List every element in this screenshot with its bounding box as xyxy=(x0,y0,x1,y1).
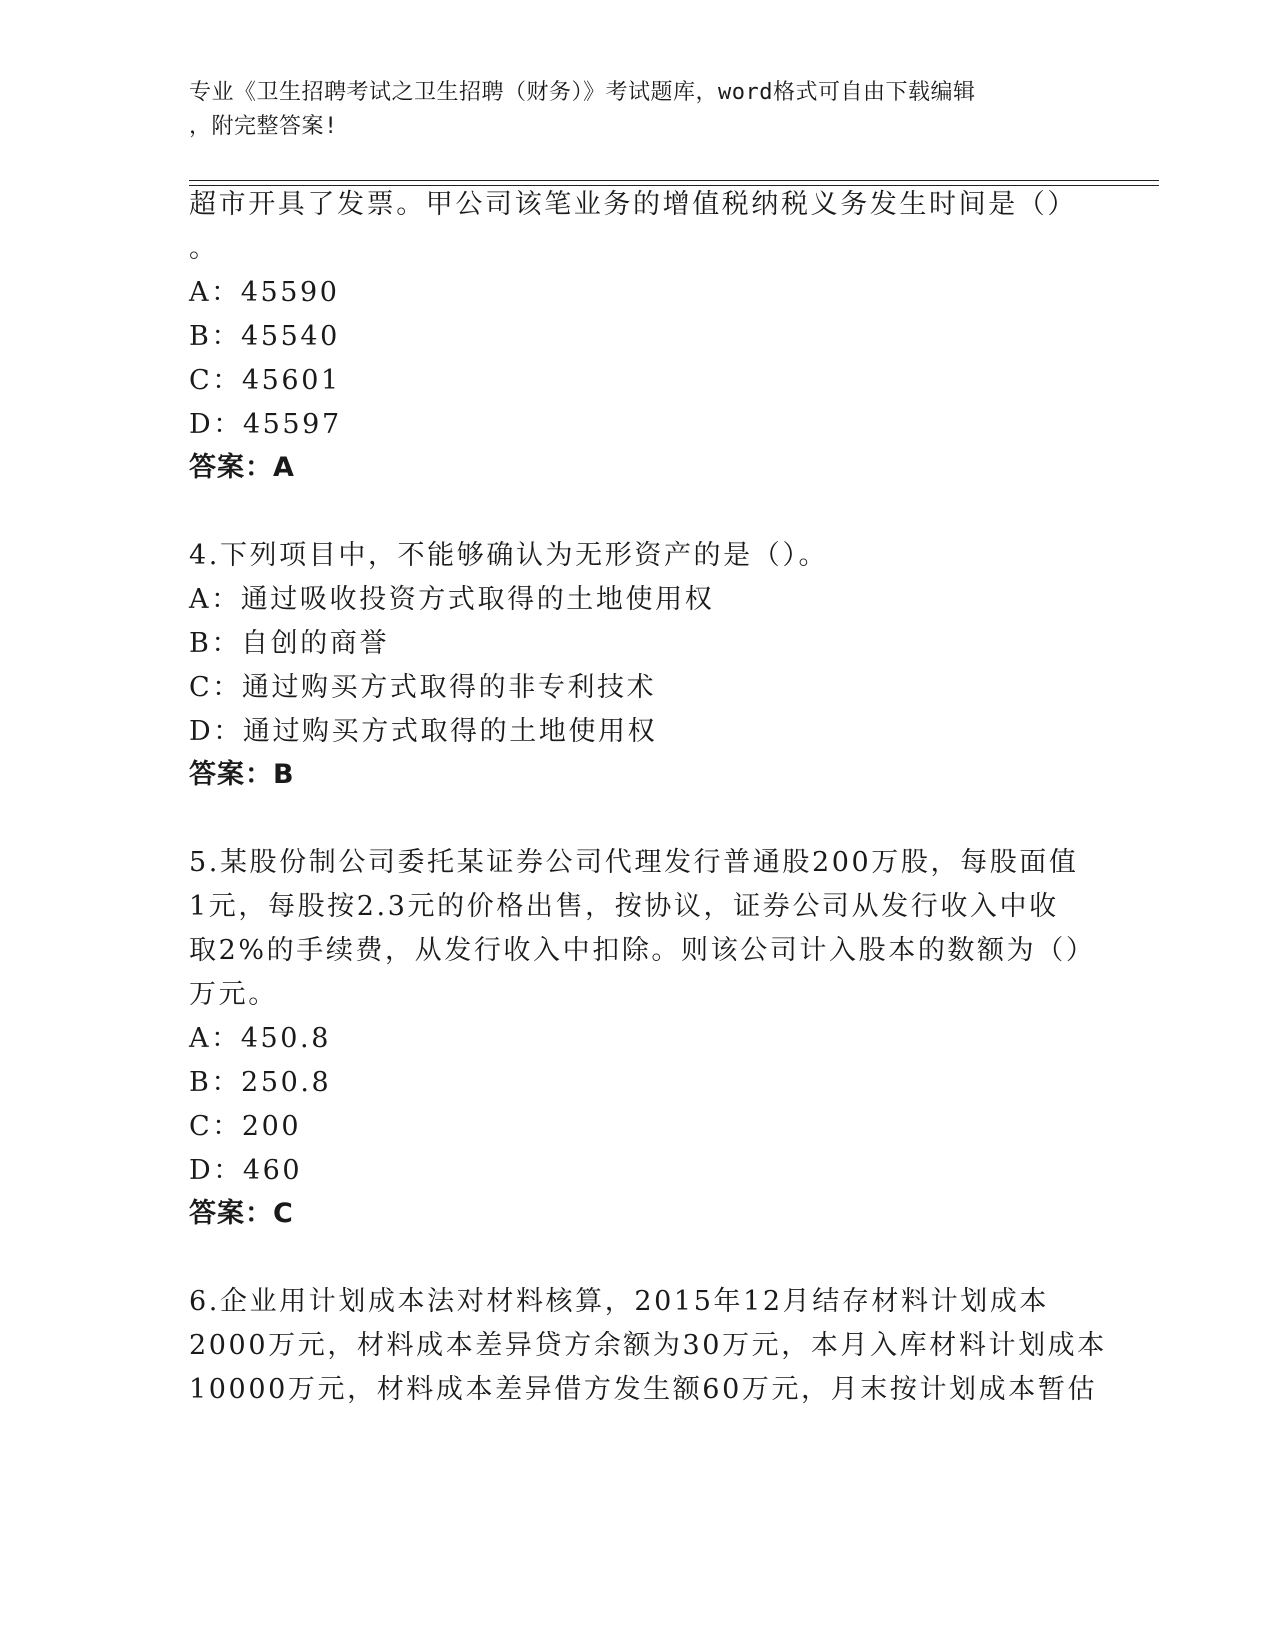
question-6-stem: 6.企业用计划成本法对材料核算，2015年12月结存材料计划成本 xyxy=(189,1286,1050,1317)
header-divider-top xyxy=(189,180,1159,181)
question-3-option-c: C：45601 xyxy=(189,365,341,396)
question-5-stem: 5.某股份制公司委托某证券公司代理发行普通股200万股，每股面值 xyxy=(189,847,1079,878)
question-6-stem-line-2: 2000万元，材料成本差异贷方余额为30万元，本月入库材料计划成本 xyxy=(189,1330,1107,1361)
question-4-option-b: B：自创的商誉 xyxy=(189,628,390,659)
question-5-stem-line-3: 取2%的手续费，从发行收入中扣除。则该公司计入股本的数额为（） xyxy=(189,935,1096,966)
question-4-option-c: C：通过购买方式取得的非专利技术 xyxy=(189,672,657,703)
question-4-answer: 答案：B xyxy=(189,759,295,790)
question-5-stem-line-4: 万元。 xyxy=(189,979,278,1010)
question-5-option-b: B：250.8 xyxy=(189,1067,332,1098)
question-5-option-d: D：460 xyxy=(189,1155,303,1186)
question-4-option-d: D：通过购买方式取得的土地使用权 xyxy=(189,716,658,747)
question-5-option-a: A：450.8 xyxy=(189,1023,331,1054)
question-4-option-a: A：通过吸收投资方式取得的土地使用权 xyxy=(189,584,715,615)
question-5-option-c: C：200 xyxy=(189,1111,302,1142)
question-3-answer: 答案：A xyxy=(189,452,295,483)
question-4-stem: 4.下列项目中，不能够确认为无形资产的是（）。 xyxy=(189,540,829,571)
header-title-line: 专业《卫生招聘考试之卫生招聘（财务）》考试题库，word格式可自由下载编辑 xyxy=(189,80,976,105)
question-5-stem-line-2: 1元，每股按2.3元的价格出售，按协议，证券公司从发行收入中收 xyxy=(189,891,1059,922)
document-header xyxy=(189,76,1089,144)
question-3-stem: 超市开具了发票。甲公司该笔业务的增值税纳税义务发生时间是（） xyxy=(189,189,1077,220)
header-title-line-continued: ，附完整答案! xyxy=(189,114,338,139)
question-3-stem-end: 。 xyxy=(189,233,219,264)
question-5-answer: 答案：C xyxy=(189,1198,294,1229)
question-6-stem-line-3: 10000万元，材料成本差异借方发生额60万元，月末按计划成本暂估 xyxy=(189,1374,1098,1405)
question-3-option-a: A：45590 xyxy=(189,277,340,308)
question-3-option-d: D：45597 xyxy=(189,409,342,440)
question-3-option-b: B：45540 xyxy=(189,321,340,352)
